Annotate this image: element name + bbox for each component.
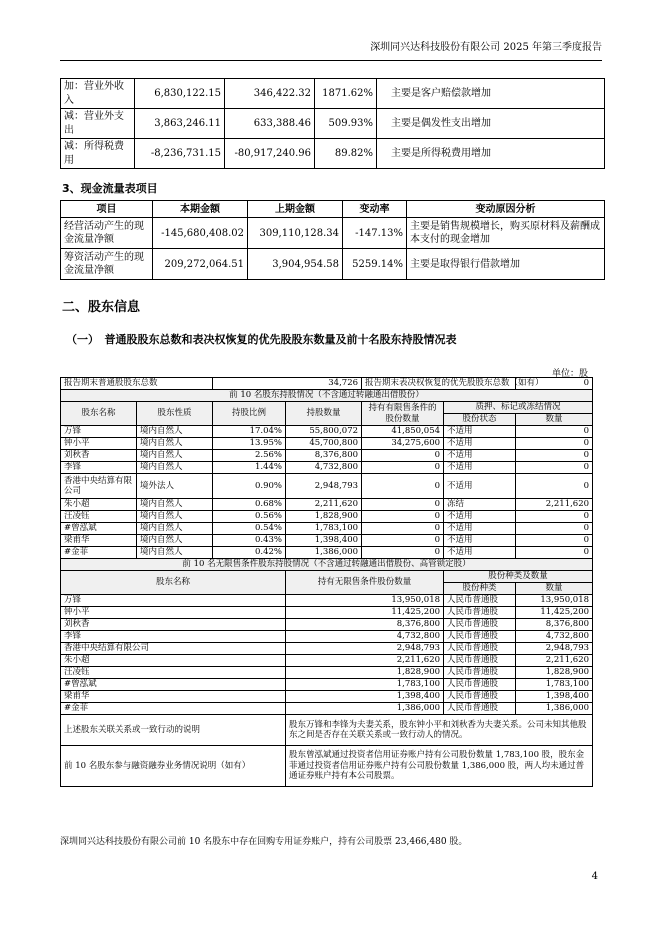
page-number: 4 [591,871,598,882]
shareholder-ratio: 0.56% [213,511,286,523]
cashflow-row [61,218,605,249]
shareholder-count: 0 [516,547,593,559]
cashflow-reason: 主要是取得银行借款增加 [407,249,605,280]
cashflow-header: 变动率 [343,201,407,218]
shareholder-name: 刘秋香 [61,450,137,462]
unrestricted-qty: 13,950,018 [286,595,444,607]
unrestricted-row [61,667,593,679]
shareholder-name: 万锋 [61,426,137,438]
section-title: 二、股东信息 [62,300,141,315]
shareholder-nature: 境内自然人 [137,535,213,547]
unrestricted-title: 前 10 名无限售条件股东持股情况（不含通过转融通出借股份、高管锁定股） [61,559,593,571]
shareholder-count: 0 [516,450,593,462]
shareholder-status: 不适用 [444,438,516,450]
cashflow-row [61,249,605,280]
shareholder-restricted: 0 [362,450,444,462]
cashflow-table [60,200,605,280]
shareholder-nature: 境内自然人 [137,523,213,535]
unrestricted-count: 11,425,200 [516,607,593,619]
cashflow-header: 本期金额 [153,201,248,218]
top10-header-row-1 [61,402,593,414]
shareholder-count: 0 [516,474,593,499]
unrestricted-type: 人民币普通股 [444,607,516,619]
shareholder-nature: 境内自然人 [137,499,213,511]
shareholder-restricted: 0 [362,499,444,511]
col-nature: 股东性质 [137,402,213,426]
pref-value: 0 [516,378,593,390]
top10-title-row [61,390,593,402]
income-row [61,109,605,139]
income-item: 加：营业外收入 [61,79,135,109]
shareholder-nature: 境内自然人 [137,547,213,559]
shareholder-qty: 8,376,800 [286,450,362,462]
shareholder-ratio: 0.54% [213,523,286,535]
income-previous: -80,917,240.96 [225,139,315,169]
shareholder-name: 钟小平 [61,438,137,450]
unrestricted-count: 1,398,400 [516,691,593,703]
shareholder-qty: 45,700,800 [286,438,362,450]
income-reason: 主要是所得税费用增加 [377,139,605,169]
shareholder-row [61,426,593,438]
shareholder-name: #曾泓斌 [61,523,137,535]
shareholder-count: 0 [516,426,593,438]
unrestricted-qty: 8,376,800 [286,619,444,631]
shareholder-status: 不适用 [444,547,516,559]
unrestricted-count: 1,386,000 [516,703,593,715]
unrestricted-name: 刘秋香 [61,619,286,631]
unrestricted-name: 朱小超 [61,655,286,667]
income-rate: 89.82% [315,139,377,169]
unrestricted-name: #金菲 [61,703,286,715]
col-name: 股东名称 [61,402,137,426]
shareholder-nature: 境内自然人 [137,426,213,438]
unrestricted-count: 8,376,800 [516,619,593,631]
unrestricted-count: 4,732,800 [516,631,593,643]
margin-text: 股东曾泓斌通过投资者信用证券账户持有公司股份数量 1,783,100 股，股东金菲通过投资者信用证券账户持有公司股份数量 1,386,000 股，两人均未通过普通证券账户持有本公司股票。 [286,746,593,787]
unrestricted-header-row-1 [61,571,593,583]
shareholder-name: #金菲 [61,547,137,559]
shareholder-status: 不适用 [444,523,516,535]
shareholder-qty: 2,948,793 [286,474,362,499]
shareholder-nature: 境内自然人 [137,438,213,450]
shareholder-name: 梁甫华 [61,535,137,547]
shareholder-ratio: 13.95% [213,438,286,450]
shareholder-row [61,462,593,474]
income-reason: 主要是客户赔偿款增加 [377,79,605,109]
cashflow-rate: 5259.14% [343,249,407,280]
relation-row [61,715,593,746]
income-table [60,78,605,169]
income-reason: 主要是偶发性支出增加 [377,109,605,139]
unrestricted-qty: 1,828,900 [286,667,444,679]
shareholder-restricted: 0 [362,547,444,559]
cashflow-previous: 3,904,954.58 [248,249,343,280]
unrestricted-row [61,619,593,631]
shareholder-row [61,499,593,511]
shareholder-restricted: 34,275,600 [362,438,444,450]
shareholders-table [60,377,593,787]
margin-label: 前 10 名股东参与融资融券业务情况说明（如有） [61,746,286,787]
cashflow-previous: 309,110,128.34 [248,218,343,249]
shareholder-qty: 4,732,800 [286,462,362,474]
unrestricted-count: 2,948,793 [516,643,593,655]
shareholder-status: 不适用 [444,462,516,474]
unrestricted-qty: 11,425,200 [286,607,444,619]
shareholder-status: 不适用 [444,511,516,523]
total-value: 34,726 [213,378,362,390]
unit-label: 单位：股 [551,369,588,379]
unrestricted-name: 梁甫华 [61,691,286,703]
income-current: 3,863,246.11 [135,109,225,139]
unrestricted-type: 人民币普通股 [444,667,516,679]
unrestricted-qty: 2,948,793 [286,643,444,655]
shareholder-name: 汪凌钰 [61,511,137,523]
cashflow-item: 筹资活动产生的现金流量净额 [61,249,153,280]
shareholder-nature: 境内自然人 [137,462,213,474]
cashflow-header-row [61,201,605,218]
col-ratio: 持股比例 [213,402,286,426]
shareholder-ratio: 0.68% [213,499,286,511]
unrestricted-qty: 1,386,000 [286,703,444,715]
shareholder-row [61,523,593,535]
shareholder-qty: 1,828,900 [286,511,362,523]
unrestricted-type: 人民币普通股 [444,619,516,631]
unrestricted-type: 人民币普通股 [444,643,516,655]
cashflow-title: 3、现金流量表项目 [62,182,158,195]
margin-row [61,746,593,787]
income-row [61,79,605,109]
col-name-2: 股东名称 [61,571,286,595]
unrestricted-count: 1,828,900 [516,667,593,679]
shareholder-status: 不适用 [444,474,516,499]
shareholder-qty: 1,398,400 [286,535,362,547]
col-type: 股份种类 [444,583,516,595]
shareholder-ratio: 0.43% [213,535,286,547]
pref-label: 报告期末表决权恢复的优先股股东总数（如有） [362,378,516,390]
shareholder-row [61,511,593,523]
unrestricted-row [61,595,593,607]
unrestricted-row [61,703,593,715]
unrestricted-row [61,631,593,643]
shareholder-count: 0 [516,511,593,523]
unrestricted-type: 人民币普通股 [444,595,516,607]
shareholder-ratio: 0.90% [213,474,286,499]
income-previous: 633,388.46 [225,109,315,139]
shareholder-row [61,450,593,462]
cashflow-item: 经营活动产生的现金流量净额 [61,218,153,249]
col-unrestricted-qty: 持有无限售条件股份数量 [286,571,444,595]
shareholder-ratio: 17.04% [213,426,286,438]
total-label: 报告期末普通股股东总数 [61,378,213,390]
shareholder-restricted: 41,850,054 [362,426,444,438]
shareholder-row [61,547,593,559]
col-count: 数量 [516,414,593,426]
cashflow-current: -145,680,408.02 [153,218,248,249]
shareholder-status: 冻结 [444,499,516,511]
unrestricted-type: 人民币普通股 [444,703,516,715]
top10-title: 前 10 名股东持股情况（不含通过转融通出借股份） [61,390,593,402]
shareholder-count: 0 [516,523,593,535]
cashflow-header: 变动原因分析 [407,201,605,218]
unrestricted-type: 人民币普通股 [444,691,516,703]
unrestricted-count: 13,950,018 [516,595,593,607]
subsection-title: （一） 普通股股东总数和表决权恢复的优先股股东数量及前十名股东持股情况表 [66,333,457,346]
unrestricted-type: 人民币普通股 [444,655,516,667]
page-header: 深圳同兴达科技股份有限公司 2025 年第三季度报告 [60,40,602,61]
shareholder-name: 香港中央结算有限公司 [61,474,137,499]
shareholder-row [61,535,593,547]
relation-text: 股东万锋和李锋为夫妻关系，股东钟小平和刘秋香为夫妻关系。公司未知其他股东之间是否存在关联关系或一致行动人的情况。 [286,715,593,746]
col-restricted: 持有有限售条件的股份数量 [362,402,444,426]
shareholder-restricted: 0 [362,535,444,547]
unrestricted-qty: 2,211,620 [286,655,444,667]
shareholder-row [61,438,593,450]
col-pledge: 质押、标记或冻结情况 [444,402,593,414]
unrestricted-title-row [61,559,593,571]
unrestricted-type: 人民币普通股 [444,631,516,643]
shareholder-qty: 1,386,000 [286,547,362,559]
shareholder-count: 0 [516,535,593,547]
unrestricted-qty: 1,398,400 [286,691,444,703]
cashflow-rate: -147.13% [343,218,407,249]
income-previous: 346,422.32 [225,79,315,109]
unrestricted-row [61,643,593,655]
shareholder-restricted: 0 [362,523,444,535]
unrestricted-name: #曾泓斌 [61,679,286,691]
col-count-2: 数量 [516,583,593,595]
unrestricted-count: 1,783,100 [516,679,593,691]
unrestricted-row [61,607,593,619]
unrestricted-row [61,655,593,667]
shareholder-ratio: 2.56% [213,450,286,462]
cashflow-reason: 主要是销售规模增长，购买原材料及薪酬成本支付的现金增加 [407,218,605,249]
shareholder-restricted: 0 [362,511,444,523]
income-item: 减：营业外支出 [61,109,135,139]
shareholder-count: 0 [516,462,593,474]
unrestricted-name: 钟小平 [61,607,286,619]
shareholder-count: 0 [516,438,593,450]
income-current: -8,236,731.15 [135,139,225,169]
unrestricted-qty: 1,783,100 [286,679,444,691]
unrestricted-count: 2,211,620 [516,655,593,667]
unrestricted-name: 香港中央结算有限公司 [61,643,286,655]
shareholder-nature: 境外法人 [137,474,213,499]
col-type-group: 股份种类及数量 [444,571,593,583]
unrestricted-name: 万锋 [61,595,286,607]
shareholder-row [61,474,593,499]
shareholder-qty: 2,211,620 [286,499,362,511]
shareholder-name: 朱小超 [61,499,137,511]
income-item: 减：所得税费用 [61,139,135,169]
col-qty: 持股数量 [286,402,362,426]
relation-label: 上述股东关联关系或一致行动的说明 [61,715,286,746]
footnote: 深圳同兴达科技股份有限公司前 10 名股东中存在回购专用证券账户，持有公司股票 23,466,480 股。 [60,837,468,847]
unrestricted-name: 汪凌钰 [61,667,286,679]
shareholder-status: 不适用 [444,426,516,438]
unrestricted-row [61,691,593,703]
unrestricted-type: 人民币普通股 [444,679,516,691]
shareholder-name: 李锋 [61,462,137,474]
shareholder-status: 不适用 [444,535,516,547]
shareholder-nature: 境内自然人 [137,450,213,462]
income-current: 6,830,122.15 [135,79,225,109]
cashflow-header: 上期金额 [248,201,343,218]
cashflow-current: 209,272,064.51 [153,249,248,280]
income-rate: 1871.62% [315,79,377,109]
unrestricted-qty: 4,732,800 [286,631,444,643]
income-row [61,139,605,169]
income-rate: 509.93% [315,109,377,139]
shareholder-restricted: 0 [362,462,444,474]
shareholder-qty: 1,783,100 [286,523,362,535]
shareholder-ratio: 1.44% [213,462,286,474]
shareholder-restricted: 0 [362,474,444,499]
shareholder-ratio: 0.42% [213,547,286,559]
unrestricted-row [61,679,593,691]
shareholder-nature: 境内自然人 [137,511,213,523]
total-row [61,378,593,390]
cashflow-header: 项目 [61,201,153,218]
shareholder-qty: 55,800,072 [286,426,362,438]
shareholder-status: 不适用 [444,450,516,462]
shareholder-count: 2,211,620 [516,499,593,511]
unrestricted-name: 李锋 [61,631,286,643]
col-status: 股份状态 [444,414,516,426]
